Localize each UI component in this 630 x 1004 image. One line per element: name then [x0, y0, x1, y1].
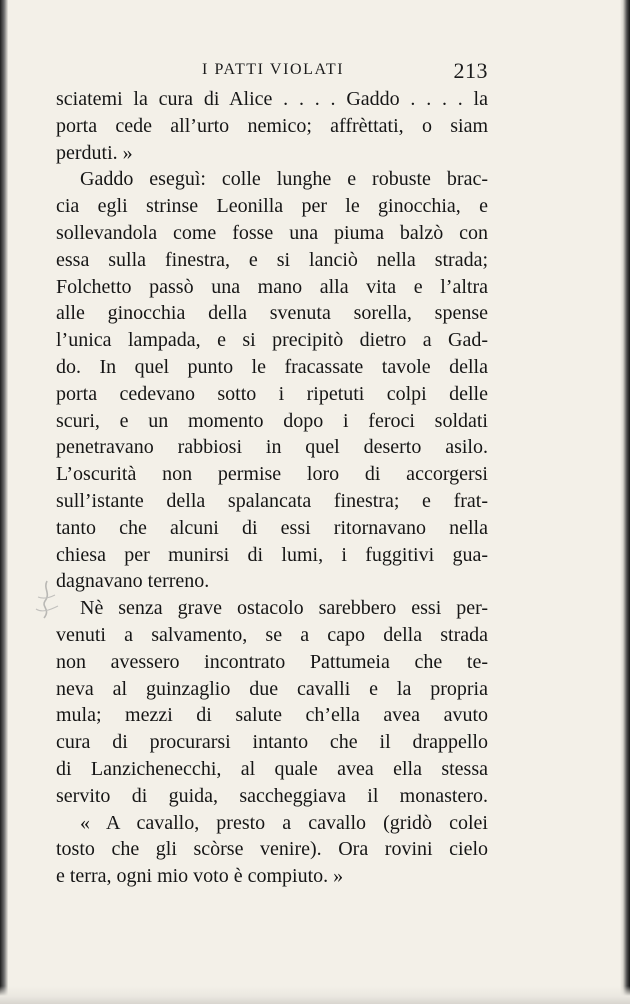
text-line: porta cede all’urto nemico; affrèttati, o siam	[56, 114, 488, 137]
text-line: sollevandola come fosse una piuma balzò con	[56, 221, 488, 244]
text-line: sciatemi la cura di Alice . . . . Gaddo . . . . la	[56, 88, 488, 110]
page-left-edge	[0, 0, 8, 1004]
text-line: Folchetto passò una mano alla vita e l’altra	[56, 275, 488, 298]
text-line: L’oscurità non permise loro di accorgersi	[56, 463, 488, 486]
text-line: tosto che gli scòrse venire). Ora rovini cielo	[56, 838, 488, 861]
text-line: cura di procurarsi intanto che il drappello	[56, 731, 488, 754]
text-line: e terra, ogni mio voto è compiuto. »	[56, 865, 344, 888]
text-line: perduti. »	[56, 141, 133, 164]
text-line: tanto che alcuni di essi ritornavano nella	[56, 516, 488, 539]
text-line: mula; mezzi di salute ch’ella avea avuto	[56, 704, 488, 727]
text-line: essa sulla finestra, e si lanciò nella strada;	[56, 248, 488, 271]
running-title: I PATTI VIOLATI	[202, 61, 345, 78]
text-line: cia egli strinse Leonilla per le ginocchia, e	[56, 195, 488, 218]
text-line: servito di guida, saccheggiava il monastero.	[56, 784, 488, 807]
text-line: penetravano rabbiosi in quel deserto asilo.	[56, 436, 488, 459]
text-line: scuri, e un momento dopo i feroci soldati	[56, 409, 488, 432]
text-line: sull’istante della spalancata finestra; e frat-	[56, 489, 488, 512]
text-line: dagnavano terreno.	[56, 570, 210, 593]
page-number: 213	[453, 58, 488, 83]
page-header	[56, 59, 488, 89]
text-line: di Lanzichenecchi, al quale avea ella stessa	[56, 757, 488, 780]
text-line: venuti a salvamento, se a capo della strada	[56, 623, 488, 646]
page-bottom-edge	[0, 986, 630, 1004]
text-line: « A cavallo, presto a cavallo (gridò colei	[80, 811, 488, 834]
text-line: neva al guinzaglio due cavalli e la propria	[56, 677, 488, 700]
text-line: alle ginocchia della svenuta sorella, spense	[56, 302, 488, 325]
page-text	[56, 86, 488, 890]
text-line: l’unica lampada, e si precipitò dietro a Gad-	[56, 329, 488, 352]
text-line: chiesa per munirsi di lumi, i fuggitivi gua-	[56, 543, 488, 566]
page-right-edge	[620, 0, 630, 1004]
text-line: porta cedevano sotto i ripetuti colpi delle	[56, 382, 488, 405]
text-line: Nè senza grave ostacolo sarebbero essi per-	[80, 597, 488, 620]
text-line: Gaddo eseguì: colle lunghe e robuste brac-	[80, 168, 488, 191]
text-line: non avessero incontrato Pattumeia che te-	[56, 650, 488, 673]
text-line: do. In quel punto le fracassate tavole della	[56, 355, 488, 378]
